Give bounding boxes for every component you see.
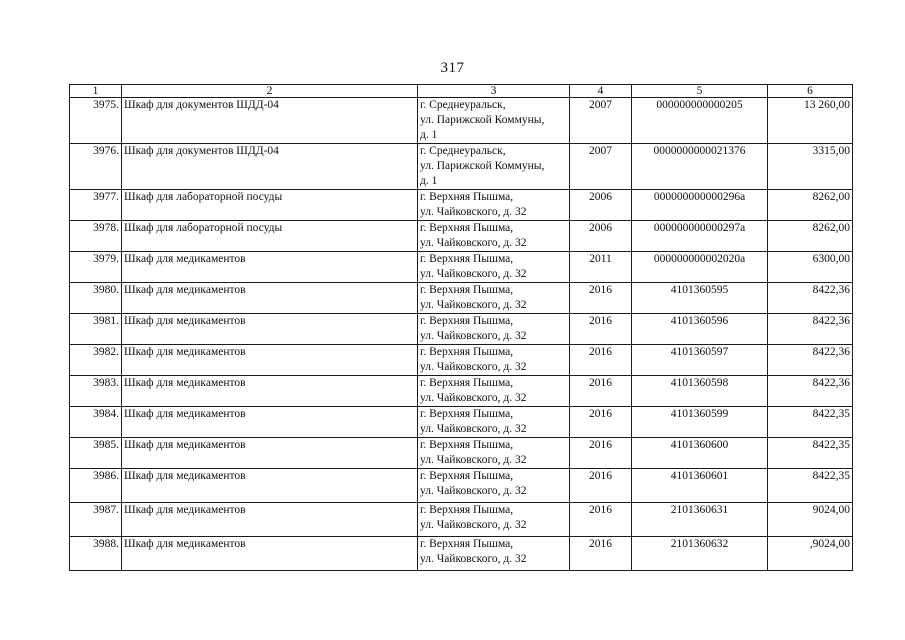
item-address xyxy=(418,190,570,221)
inventory-number: 4101360596 xyxy=(632,314,768,345)
address-line: г. Верхняя Пышма, xyxy=(420,470,514,482)
item-cost: 13 260,00 xyxy=(768,98,853,144)
inventory-number: 4101360598 xyxy=(632,376,768,407)
item-name: Шкаф для медикаментов xyxy=(122,345,418,376)
header-cell-3: 3 xyxy=(418,85,570,98)
row-number: 3982. xyxy=(70,345,122,376)
inventory-number: 4101360599 xyxy=(632,407,768,438)
address-line: ул. Чайковского, д. 32 xyxy=(420,519,527,531)
item-address xyxy=(418,469,570,503)
inventory-number: 000000000000205 xyxy=(632,98,768,144)
address-line: г. Верхняя Пышма, xyxy=(420,408,514,420)
address-line: ул. Чайковского, д. 32 xyxy=(420,237,527,249)
item-year: 2016 xyxy=(570,537,632,571)
address-line: ул. Чайковского, д. 32 xyxy=(420,330,527,342)
address-line: г. Верхняя Пышма, xyxy=(420,439,514,451)
table-row xyxy=(70,503,853,537)
table-row xyxy=(70,345,853,376)
address-line: ул. Чайковского, д. 32 xyxy=(420,392,527,404)
table-row xyxy=(70,537,853,571)
header-cell-1: 1 xyxy=(70,85,122,98)
address-line: ул. Парижской Коммуны, xyxy=(420,160,545,172)
item-year: 2016 xyxy=(570,376,632,407)
item-name: Шкаф для лабораторной посуды xyxy=(122,190,418,221)
table-row xyxy=(70,407,853,438)
header-cell-6: 6 xyxy=(768,85,853,98)
row-number: 3983. xyxy=(70,376,122,407)
item-address xyxy=(418,503,570,537)
table-row xyxy=(70,376,853,407)
table-row xyxy=(70,283,853,314)
address-line: г. Верхняя Пышма, xyxy=(420,284,514,296)
item-address xyxy=(418,407,570,438)
inventory-number: 4101360600 xyxy=(632,438,768,469)
item-name: Шкаф для документов ШДД-04 xyxy=(122,144,418,190)
item-name: Шкаф для медикаментов xyxy=(122,469,418,503)
item-address xyxy=(418,221,570,252)
page-number: 317 xyxy=(440,60,465,76)
row-number: 3975. xyxy=(70,98,122,144)
table-row xyxy=(70,438,853,469)
item-cost: 8422,36 xyxy=(768,345,853,376)
table-row xyxy=(70,144,853,190)
row-number: 3978. xyxy=(70,221,122,252)
item-year: 2016 xyxy=(570,345,632,376)
item-cost: 8422,36 xyxy=(768,314,853,345)
item-cost: 8422,35 xyxy=(768,469,853,503)
table-row xyxy=(70,98,853,144)
row-number: 3986. xyxy=(70,469,122,503)
item-year: 2016 xyxy=(570,407,632,438)
item-year: 2016 xyxy=(570,469,632,503)
item-cost: 9024,00 xyxy=(768,503,853,537)
item-address xyxy=(418,314,570,345)
item-address xyxy=(418,144,570,190)
item-cost: 8262,00 xyxy=(768,221,853,252)
item-cost: 8422,35 xyxy=(768,407,853,438)
item-name: Шкаф для медикаментов xyxy=(122,537,418,571)
item-year: 2007 xyxy=(570,144,632,190)
table-body xyxy=(70,98,853,571)
item-name: Шкаф для медикаментов xyxy=(122,376,418,407)
address-line: ул. Чайковского, д. 32 xyxy=(420,361,527,373)
item-address xyxy=(418,537,570,571)
item-name: Шкаф для медикаментов xyxy=(122,438,418,469)
row-number: 3977. xyxy=(70,190,122,221)
inventory-number: 000000000000297а xyxy=(632,221,768,252)
item-address xyxy=(418,376,570,407)
item-name: Шкаф для медикаментов xyxy=(122,283,418,314)
inventory-number: 000000000002020а xyxy=(632,252,768,283)
item-cost: 8422,36 xyxy=(768,376,853,407)
address-line: ул. Чайковского, д. 32 xyxy=(420,485,527,497)
address-line: ул. Чайковского, д. 32 xyxy=(420,553,527,565)
item-year: 2016 xyxy=(570,314,632,345)
inventory-number: 0000000000021376 xyxy=(632,144,768,190)
header-cell-4: 4 xyxy=(570,85,632,98)
table-row xyxy=(70,221,853,252)
item-year: 2011 xyxy=(570,252,632,283)
address-line: г. Среднеуральск, xyxy=(420,145,506,157)
address-line: г. Верхняя Пышма, xyxy=(420,538,514,550)
table-row xyxy=(70,469,853,503)
item-year: 2016 xyxy=(570,283,632,314)
item-cost: 8422,35 xyxy=(768,438,853,469)
address-line: ул. Чайковского, д. 32 xyxy=(420,299,527,311)
header-row xyxy=(70,85,853,98)
inventory-number: 2101360632 xyxy=(632,537,768,571)
address-line: г. Верхняя Пышма, xyxy=(420,191,514,203)
item-name: Шкаф для медикаментов xyxy=(122,407,418,438)
row-number: 3984. xyxy=(70,407,122,438)
item-name: Шкаф для медикаментов xyxy=(122,252,418,283)
row-number: 3987. xyxy=(70,503,122,537)
address-line: г. Верхняя Пышма, xyxy=(420,222,514,234)
item-address xyxy=(418,345,570,376)
item-cost: 3315,00 xyxy=(768,144,853,190)
address-line: ул. Чайковского, д. 32 xyxy=(420,423,527,435)
item-address xyxy=(418,283,570,314)
address-line: ул. Чайковского, д. 32 xyxy=(420,206,527,218)
item-cost: ,9024,00 xyxy=(768,537,853,571)
row-number: 3980. xyxy=(70,283,122,314)
item-year: 2007 xyxy=(570,98,632,144)
table-row xyxy=(70,314,853,345)
address-line: г. Верхняя Пышма, xyxy=(420,504,514,516)
address-line: г. Верхняя Пышма, xyxy=(420,253,514,265)
item-name: Шкаф для документов ШДД-04 xyxy=(122,98,418,144)
address-line: г. Верхняя Пышма, xyxy=(420,346,514,358)
item-cost: 8262,00 xyxy=(768,190,853,221)
row-number: 3976. xyxy=(70,144,122,190)
address-line: г. Верхняя Пышма, xyxy=(420,315,514,327)
item-name: Шкаф для медикаментов xyxy=(122,314,418,345)
item-address xyxy=(418,438,570,469)
table-row xyxy=(70,190,853,221)
item-year: 2006 xyxy=(570,190,632,221)
item-year: 2016 xyxy=(570,503,632,537)
item-cost: 8422,36 xyxy=(768,283,853,314)
item-cost: 6300,00 xyxy=(768,252,853,283)
address-line: ул. Чайковского, д. 32 xyxy=(420,268,527,280)
item-address xyxy=(418,98,570,144)
item-name: Шкаф для медикаментов xyxy=(122,503,418,537)
item-name: Шкаф для лабораторной посуды xyxy=(122,221,418,252)
address-line: ул. Парижской Коммуны, xyxy=(420,114,545,126)
property-table xyxy=(69,84,853,571)
address-line: г. Верхняя Пышма, xyxy=(420,377,514,389)
row-number: 3979. xyxy=(70,252,122,283)
row-number: 3985. xyxy=(70,438,122,469)
inventory-number: 4101360597 xyxy=(632,345,768,376)
item-year: 2006 xyxy=(570,221,632,252)
inventory-number: 000000000000296а xyxy=(632,190,768,221)
address-line: д. 1 xyxy=(420,129,438,141)
address-line: г. Среднеуральск, xyxy=(420,99,506,111)
header-cell-5: 5 xyxy=(632,85,768,98)
row-number: 3981. xyxy=(70,314,122,345)
item-address xyxy=(418,252,570,283)
inventory-number: 4101360601 xyxy=(632,469,768,503)
address-line: д. 1 xyxy=(420,175,438,187)
address-line: ул. Чайковского, д. 32 xyxy=(420,454,527,466)
row-number: 3988. xyxy=(70,537,122,571)
inventory-number: 2101360631 xyxy=(632,503,768,537)
header-cell-2: 2 xyxy=(122,85,418,98)
inventory-number: 4101360595 xyxy=(632,283,768,314)
item-year: 2016 xyxy=(570,438,632,469)
table-row xyxy=(70,252,853,283)
